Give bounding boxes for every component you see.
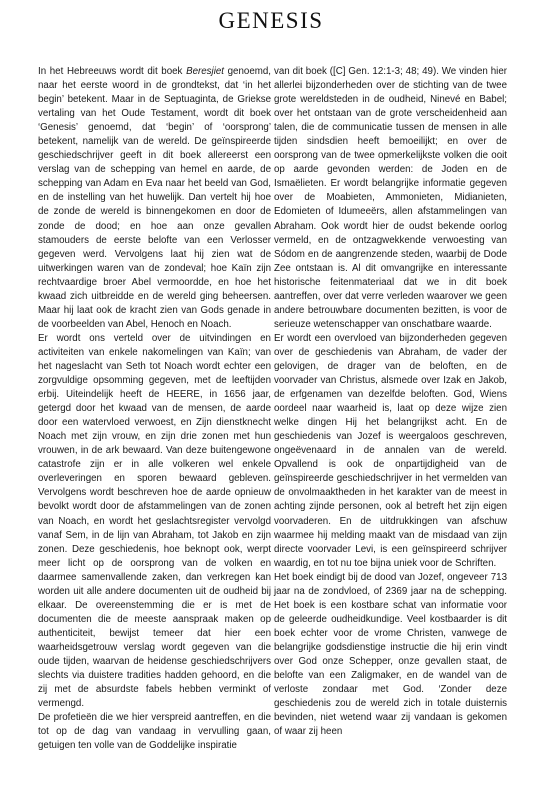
paragraph: In het Hebreeuws wordt dit boek Beresjiet genoemd, naar het eerste woord in de grondtekst, dat ‘in het begin’ betekent. Maar in de Septuaginta, de Griekse vertaling van het Oude Testament, wordt dit boek ‘Genesis’ genoemd, dat ‘begin’ of ‘oorsprong’ betekent, namelijk van de wereld. De geïnspireerde geschiedschrijver geeft in dit boek allereerst een verslag van de schepping van hemel en aarde, de schepping van Adam en Eva naar het beeld van God, en de instelling van het huwelijk. Dan vertelt hij hoe de zonde de wereld is binnengekomen en door de zonde de dood; en hoe aan onze gevallen stamouders de eerste belofte van een Verlosser gegeven werd. Vervolgens laat hij zien wat de uitwerkingen waren van de zondeval; hoe Kaïn zijn rechtvaardige broer Abel vermoordde, en hoe het kwaad zich uitbreidde en de wereld ging beheersen. Maar hij laat ook de kracht zien van Gods genade in de voorbeelden van Abel, Henoch en Noach. bbox=[38, 66, 271, 330]
book-hebrew-name: Beresjiet bbox=[186, 66, 224, 77]
right-column bbox=[274, 65, 507, 739]
paragraph: van dit boek ([C] Gen. 12:1-3; 48; 49). We vinden hier allerlei bijzonderheden over de stichting van de twee grote wereldsteden in de oudheid, Ninevé en Babel; over het ontstaan van de grote verscheidenheid aan talen, die de communicatie tussen de mensen in alle tijden sindsdien heeft bemoeilijkt; en over de oorsprong van de twee opmerkelijkste volken die ooit op aarde gevonden werden: de Joden en de Ismaëlieten. Er wordt belangrijke informatie gegeven over de Moabieten, Ammonieten, Midianieten, Edomieten of Idumeeërs, allen afstammelingen van Abraham. Ook wordt hier de oudst bekende oorlog vermeld, en de ontzagwekkende verwoesting van Sódom en de aangrenzende steden, waarbij de Dode Zee ontstaan is. Al dit omvangrijke en interessante historische feitenmateriaal dat we in dit boek aantreffen, over dat verre verleden waarover we geen andere betrouwbare documenten bezitten, is voor de serieuze wetenschapper van onschatbare waarde. bbox=[274, 66, 507, 330]
page-title: GENESIS bbox=[218, 8, 324, 33]
paragraph: Het boek eindigt bij de dood van Jozef, ongeveer 713 jaar na de zondvloed, of 2369 jaar na de schepping. Het boek is een kostbare schat van informatie voor de geleerde oudheidkundige. Veel kostbaarder is dit boek echter voor de vrome Christen, vanwege de belangrijke godsdienstige instructie die hij erin vindt over God onze Schepper, onze gevallen staat, de belofte van een Zaligmaker, en de wandel van de verloste zondaar met God. ‘Zonder deze geschiedenis zou de wereld zich in totale duisternis bevinden, niet wetend waar zij vandaan is gekomen of waar zij heen bbox=[274, 571, 507, 738]
paragraph: Er wordt ons verteld over de uitvindingen en activiteiten van enkele nakomelingen van Kaïn; van het nageslacht van Seth tot Noach wordt echter een zorgvuldige opsomming gegeven, met de leeftijden erbij. Uiteindelijk heeft de HEERE, in 1656 jaar, getergd door het kwaad van de mensen, de aarde door een watervloed verwoest, en Zijn dienstknecht Noach met zijn vrouw, en zijn drie zonen met hun vrouwen, in de ark bewaard. Van deze buitengewone catastrofe zijn er in alle volkeren wel enkele overleveringen en sporen bewaard gebleven. Vervolgens wordt beschreven hoe de aarde opnieuw bevolkt wordt door de afstammelingen van de zonen van Noach, en wordt het geslachtsregister vervolgd vanaf Sem, in de lijn van Abraham, tot Jakob en zijn zonen. Deze geschiedenis, hoe beknopt ook, werpt meer licht op de oorsprong van de volken en daarmee samenvallende zaken, dan verkregen kan worden uit alle andere documenten uit de oudheid bij elkaar. De overeenstemming die er is met de documenten die de meeste aanspraak maken op authenticiteit, bewijst temeer dat hier een waarheidsgetrouw verslag wordt gegeven van die oude tijden, waarvan de heidense geschiedschrijvers slechts via duistere tradities hadden gehoord, en die zij met de absurdste fabels hebben verminkt of vermengd. bbox=[38, 332, 271, 710]
left-column bbox=[38, 65, 271, 753]
paragraph: Er wordt een overvloed van bijzonderheden gegeven over de geschiedenis van Abraham, de vader der gelovigen, de drager van de beloften, en de voorvader van Christus, alsmede over Izak en Jakob, de erfgenamen van dezelfde beloften. God, Wiens oordeel naar waarheid is, laat op deze wijze zien welke dingen Hij het belangrijkst acht. En de geschiedenis van Jozef is weergaloos geschreven, ongeëvenaard in de annalen van de wereld. Opvallend is ook de onpartijdigheid van de geïnspireerde geschiedschrijver in het vermelden van de onvolmaaktheden in het karakter van de meest in achting zijnde personen, ook al betreft het zijn eigen voorvaderen. En de uitdrukkingen van afschuw waarmee hij melding maakt van de misdaad van zijn directe voorvader Levi, is een geïnspireerd schrijver waardig, en tot nu toe bijna uniek voor de Schriften. bbox=[274, 332, 507, 569]
paragraph: De profetieën die we hier verspreid aantreffen, en die tot op de dag van vandaag in vervulling gaan, getuigen ten volle van de Goddelijke inspiratie bbox=[38, 712, 271, 752]
